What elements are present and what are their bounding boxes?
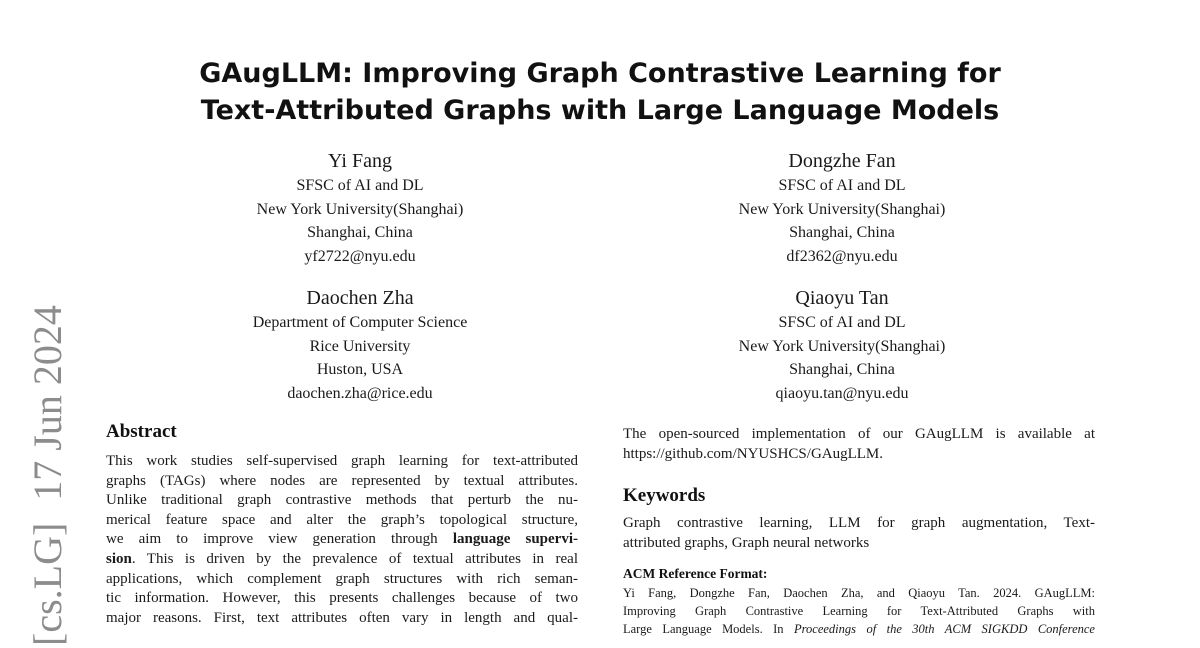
author-block-3 (150, 285, 570, 405)
acm-reference-body (623, 584, 1095, 638)
author-affiliation: Shanghai, China (789, 361, 895, 378)
abstract-line: applications, which complement graph structures with rich seman- (106, 570, 578, 587)
arxiv-stamp (25, 305, 70, 646)
author-email: daochen.zha@rice.edu (287, 384, 433, 402)
keywords-body (623, 514, 1095, 553)
author-affiliation: Huston, USA (316, 361, 404, 378)
arxiv-date: 17 Jun 2024 (25, 305, 70, 501)
keywords-line: attributed graphs, Graph neural networks (623, 534, 870, 551)
arxiv-category: [cs.LG] (25, 522, 70, 646)
keywords-heading: Keywords (623, 485, 706, 506)
author-email: yf2722@nyu.edu (304, 247, 416, 265)
acm-reference-line: Large Language Models. In Proceedings of the 30th ACM SIGKDD Conference (623, 622, 1095, 636)
acm-reference-line: Yi Fang, Dongzhe Fan, Daochen Zha, and Qiaoyu Tan. 2024. GAugLLM: (623, 586, 1095, 600)
abstract-line: graphs (TAGs) where nodes are represented by textual attributes. (106, 472, 578, 489)
title-line-1: GAugLLM: Improving Graph Contrastive Learning for (199, 58, 1001, 89)
abstract-bold-term: language supervi- (452, 531, 579, 548)
author-affiliation: Shanghai, China (307, 224, 413, 241)
author-affiliation: New York University(Shanghai) (738, 337, 946, 355)
abstract-heading: Abstract (106, 421, 177, 442)
author-email: df2362@nyu.edu (786, 247, 898, 265)
author-block-2 (632, 148, 1052, 268)
acm-reference-line: Improving Graph Contrastive Learning for Text-Attributed Graphs with (623, 604, 1095, 618)
author-affiliation: Shanghai, China (789, 224, 895, 241)
title-line-2: Text-Attributed Graphs with Large Language Models (200, 95, 1000, 126)
author-affiliation: New York University(Shanghai) (738, 200, 946, 218)
abstract-body (106, 452, 578, 628)
abstract-bold-term: sion (106, 550, 132, 567)
implementation-note (623, 425, 1095, 464)
author-name: Qiaoyu Tan (795, 287, 889, 309)
keywords-line: Graph contrastive learning, LLM for graph augmentation, Text- (623, 515, 1095, 531)
implementation-link[interactable]: https://github.com/NYUSHCS/GAugLLM. (623, 445, 884, 462)
author-name: Daochen Zha (306, 287, 414, 309)
abstract-line: sion. This is driven by the prevalence of textual attributes in real (106, 550, 578, 567)
author-block-1 (150, 148, 570, 268)
author-block-4 (632, 285, 1052, 405)
abstract-line: tic information. However, this presents challenges because of two (106, 590, 578, 607)
author-email: qiaoyu.tan@nyu.edu (775, 384, 909, 402)
acm-proceedings-title: Proceedings of the 30th ACM SIGKDD Conference (793, 622, 1095, 636)
author-affiliation: Department of Computer Science (252, 314, 468, 331)
implementation-line: The open-sourced implementation of our GAugLLM is available at (623, 426, 1095, 442)
abstract-line: major reasons. First, text attributes often vary in length and qual- (106, 609, 578, 626)
abstract-line: merical feature space and alter the graph’s topological structure, (106, 511, 578, 528)
author-name: Yi Fang (328, 150, 392, 172)
abstract-line: Unlike traditional graph contrastive methods that perturb the nu- (106, 492, 578, 509)
acm-reference-heading: ACM Reference Format: (623, 566, 768, 581)
author-affiliation: New York University(Shanghai) (256, 200, 464, 218)
author-affiliation: SFSC of AI and DL (778, 314, 906, 331)
abstract-line: we aim to improve view generation through language supervi- (106, 531, 579, 548)
author-affiliation: SFSC of AI and DL (778, 177, 906, 194)
author-name: Dongzhe Fan (788, 150, 896, 172)
author-affiliation: SFSC of AI and DL (296, 177, 424, 194)
paper-title (0, 55, 1200, 129)
abstract-line: This work studies self-supervised graph learning for text-attributed (106, 453, 578, 469)
author-affiliation: Rice University (309, 337, 411, 355)
